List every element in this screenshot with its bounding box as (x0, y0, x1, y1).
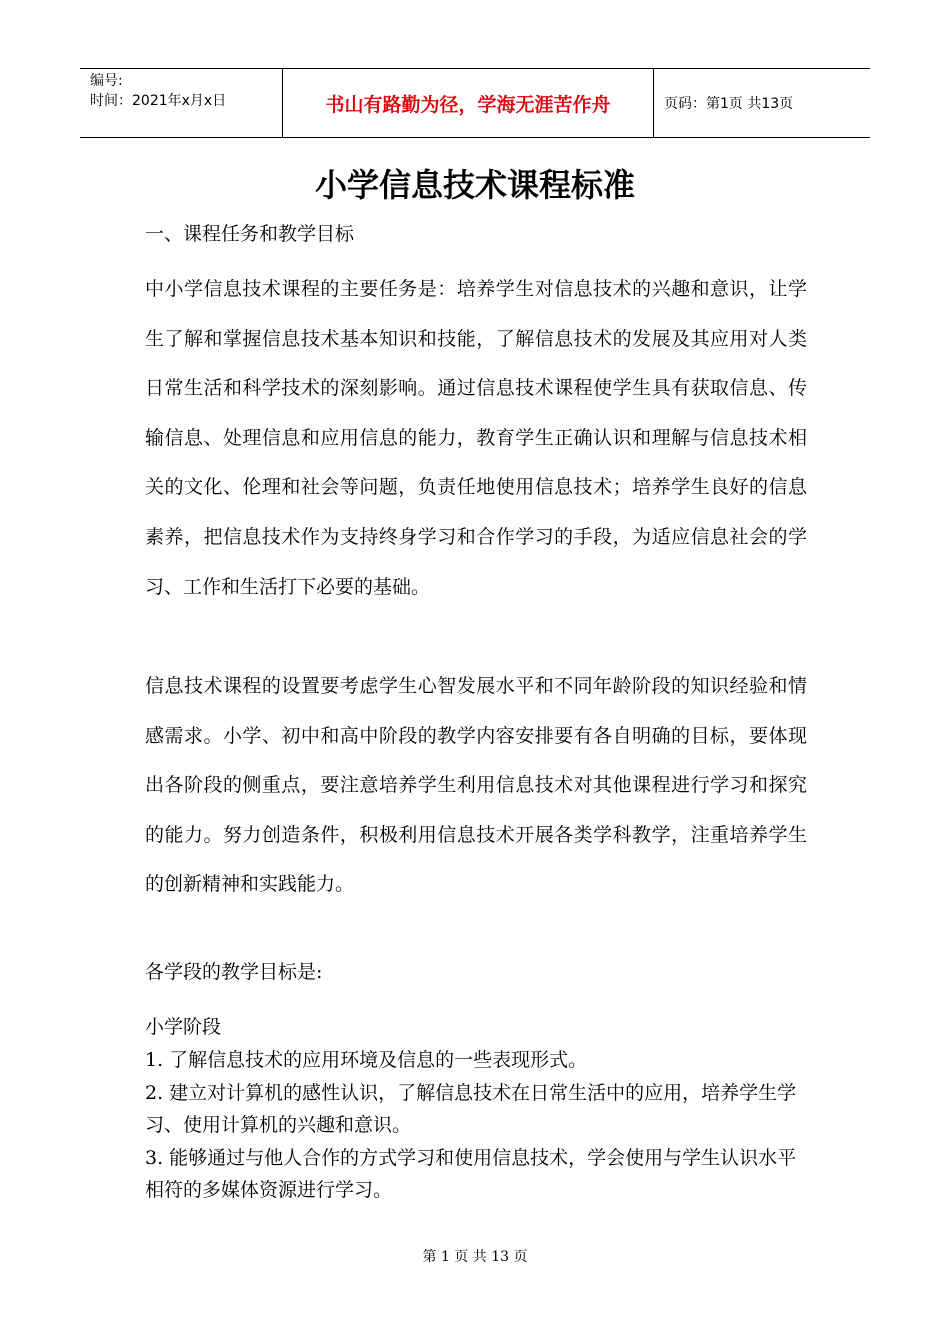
goal-item: 2. 建立对计算机的感性认识，了解信息技术在日常生活中的应用，培养学生学习、使用计算机的兴趣和意识。 (145, 1081, 797, 1136)
motto-text: 书山有路勤为径，学海无涯苦作舟 (325, 93, 611, 116)
time-label: 时间：2021年x月x日 (90, 93, 227, 109)
document-header (80, 68, 870, 138)
paragraph-course-setup: 信息技术课程的设置要考虑学生心智发展水平和不同年龄阶段的知识经验和情感需求。小学、初中和高中阶段的教学内容安排要有各自明确的目标，要体现出各阶段的侧重点，要注意培养学生利用信息技术对其他课程进行学习和探究的能力。努力创造条件，积极利用信息技术开展各类学科教学，注重培养学生的创新精神和实践能力。 (145, 675, 807, 896)
goal-item: 1. 了解信息技术的应用环境及信息的一些表现形式。 (145, 1049, 588, 1071)
header-meta (80, 69, 283, 137)
stage-heading: 小学阶段 (145, 1016, 222, 1038)
section-heading: 一、课程任务和教学目标 (145, 223, 355, 245)
paragraph-course-tasks: 中小学信息技术课程的主要任务是：培养学生对信息技术的兴趣和意识，让学生了解和掌握信息技术基本知识和技能，了解信息技术的发展及其应用对人类日常生活和科学技术的深刻影响。通过信息技术课程使学生具有获取信息、传输信息、处理信息和应用信息的能力，教育学生正确认识和理解与信息技术相关的文化、伦理和社会等问题，负责任地使用信息技术；培养学生良好的信息素养，把信息技术作为支持终身学习和合作学习的手段，为适应信息社会的学习、工作和生活打下必要的基础。 (145, 278, 807, 598)
header-motto-cell (283, 69, 654, 137)
header-page-info (654, 69, 870, 137)
serial-label: 编号: (90, 73, 123, 89)
page-footer: 第 1 页 共 13 页 (422, 1249, 528, 1265)
goals-intro: 各学段的教学目标是: (145, 961, 323, 983)
page-info-text: 页码：第1页 共13页 (664, 96, 794, 112)
page-title: 小学信息技术课程标准 (314, 166, 635, 204)
goal-item: 3. 能够通过与他人合作的方式学习和使用信息技术，学会使用与学生认识水平相符的多媒体资源进行学习。 (145, 1146, 797, 1201)
goals-list (145, 1044, 807, 1207)
